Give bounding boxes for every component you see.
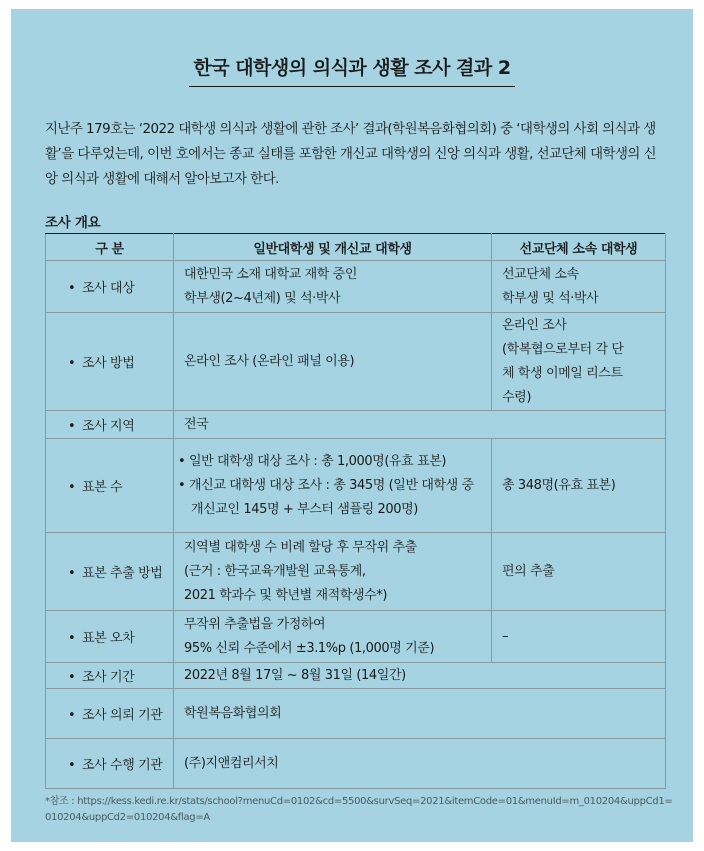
general-cell: 전국	[174, 411, 666, 439]
intro-paragraph: 지난주 179호는 ‘2022 대학생 의식과 생활에 관한 조사’ 결과(학원복음화협의회) 중 ‘대학생의 사회 의식과 생활’을 다루었는데, 이번 호에서는 종교 실태를 포함한 개신교 대학생의 신앙 의식과 생활, 선교단체 대학생의 신앙 의식과 생활에 대해서 알아보고자 한다.	[45, 122, 657, 187]
row-label: • 조사 수행 기관	[46, 739, 174, 789]
table-row	[46, 739, 666, 789]
mission-cell: 선교단체 소속 학부생 및 석·박사	[492, 261, 666, 313]
row-label: • 조사 지역	[46, 411, 174, 439]
section-title: 조사 개요	[45, 215, 101, 231]
mission-cell: 편의 추출	[492, 533, 666, 611]
general-cell: 2022년 8월 17일 ~ 8월 31일 (14일간)	[174, 663, 666, 689]
header-general: 일반대학생 및 개신교 대학생	[174, 234, 492, 261]
footnote: *참조 : https://kess.kedi.re.kr/stats/school?menuCd=0102&cd=5500&survSeq=2021&itemCode=01&menuId=m_010204&uppCd1=010204&uppCd2=010204&flag=A	[45, 796, 673, 823]
mission-cell: –	[492, 611, 666, 663]
table-header-row	[46, 234, 666, 261]
mission-cell: 온라인 조사 (학복협으로부터 각 단 체 학생 이메일 리스트 수령)	[492, 313, 666, 411]
mission-cell: 총 348명(유효 표본)	[492, 439, 666, 533]
row-label: • 표본 오차	[46, 611, 174, 663]
general-cell: 지역별 대학생 수 비례 할당 후 무작위 추출 (근거 : 한국교육개발원 교육통계, 2021 학과수 및 학년별 재적학생수*)	[174, 533, 492, 611]
survey-overview-table	[45, 233, 666, 789]
table-row	[46, 663, 666, 689]
table-row	[46, 611, 666, 663]
general-cell: 온라인 조사 (온라인 패널 이용)	[174, 313, 492, 411]
table-row	[46, 689, 666, 739]
table-row	[46, 533, 666, 611]
row-label: • 조사 대상	[46, 261, 174, 313]
row-label: • 조사 의뢰 기관	[46, 689, 174, 739]
header-category: 구 분	[46, 234, 174, 261]
header-mission: 선교단체 소속 대학생	[492, 234, 666, 261]
list-item: • 개신교 대학생 대상 조사 : 총 345명 (일반 대학생 중 개신교인 145명 + 부스터 샘플링 200명)	[178, 477, 474, 517]
row-label: • 조사 기간	[46, 663, 174, 689]
table-row	[46, 313, 666, 411]
general-cell: 대한민국 소재 대학교 재학 중인 학부생(2~4년제) 및 석·박사	[174, 261, 492, 313]
content-panel	[11, 9, 693, 842]
table-row	[46, 261, 666, 313]
row-label: • 조사 방법	[46, 313, 174, 411]
table-row	[46, 411, 666, 439]
general-cell: (주)지앤컴리서치	[174, 739, 666, 789]
row-label: • 표본 수	[46, 439, 174, 533]
table-row	[46, 439, 666, 533]
row-label: • 표본 추출 방법	[46, 533, 174, 611]
general-cell	[174, 439, 492, 533]
general-cell: 학원복음화협의회	[174, 689, 666, 739]
general-cell: 무작위 추출법을 가정하여 95% 신뢰 수준에서 ±3.1%p (1,000명 기준)	[174, 611, 492, 663]
title-wrap	[11, 53, 693, 87]
list-item: • 일반 대학생 대상 조사 : 총 1,000명(유효 표본)	[178, 453, 447, 469]
page-title: 한국 대학생의 의식과 생활 조사 결과 2	[189, 53, 514, 87]
